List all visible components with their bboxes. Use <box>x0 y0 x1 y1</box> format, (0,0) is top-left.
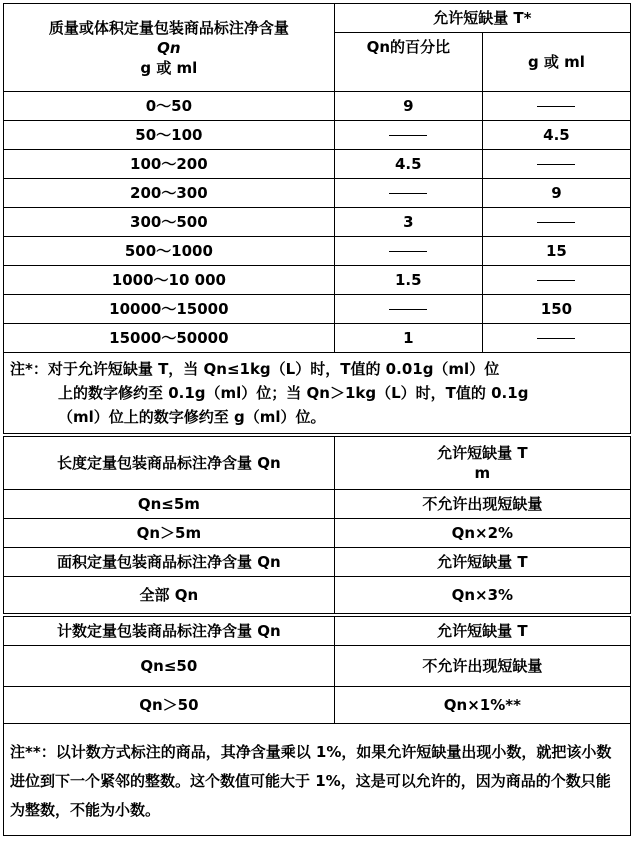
mass-percent-cell: 3 <box>334 208 482 237</box>
mass-percent-cell <box>334 121 482 150</box>
mass-percent-cell <box>334 179 482 208</box>
mass-range-cell: 15000～50000 <box>4 324 335 353</box>
dash-mark <box>389 309 427 310</box>
area-allow-cell: Qn×3% <box>334 577 630 614</box>
length-qty-cell: Qn＞5m <box>4 519 335 548</box>
mass-amount-cell: 4.5 <box>482 121 630 150</box>
count-row <box>4 687 631 724</box>
dash-mark <box>389 135 427 136</box>
count-header-qty: 计数定量包装商品标注净含量 Qn <box>4 617 335 646</box>
mass-range-cell: 200～300 <box>4 179 335 208</box>
dash-mark <box>537 164 575 165</box>
count-header-allow: 允许短缺量 T <box>334 617 630 646</box>
mass-percent-cell: 4.5 <box>334 150 482 179</box>
mass-amount-cell <box>482 266 630 295</box>
mass-row <box>4 324 631 353</box>
mass-range-cell: 0～50 <box>4 92 335 121</box>
mass-amount-cell <box>482 92 630 121</box>
mass-row <box>4 237 631 266</box>
mass-header-percent: Qn的百分比 <box>334 33 482 92</box>
mass-range-cell: 10000～15000 <box>4 295 335 324</box>
mass-range-cell: 500～1000 <box>4 237 335 266</box>
dash-mark <box>537 280 575 281</box>
dash-mark <box>389 193 427 194</box>
mass-percent-cell <box>334 237 482 266</box>
mass-header-title: 质量或体积定量包装商品标注净含量 <box>48 18 289 37</box>
mass-header-allow-cell: 允许短缺量 T* <box>334 4 630 33</box>
shortfall-table <box>3 3 631 836</box>
shortfall-document <box>3 3 631 836</box>
mass-percent-cell: 1.5 <box>334 266 482 295</box>
count-row <box>4 646 631 687</box>
footnote: 注**：以计数方式标注的商品，其净含量乘以 1%，如果允许短缺量出现小数，就把该小数进位到下一个紧邻的整数。这个数值可能大于 1%，这是可以允许的，因为商品的个数只能为整数，不能为小数。 <box>4 724 631 836</box>
area-qty-cell: 全部 Qn <box>4 577 335 614</box>
mass-note-line-3: （ml）位上的数字修约至 g（ml）位。 <box>58 408 326 426</box>
count-header-row <box>4 617 631 646</box>
mass-rows <box>4 92 631 353</box>
length-qty-cell: Qn≤5m <box>4 490 335 519</box>
mass-amount-cell: 15 <box>482 237 630 266</box>
count-qty-cell: Qn≤50 <box>4 646 335 687</box>
mass-header-row-1 <box>4 4 631 33</box>
mass-row <box>4 92 631 121</box>
mass-percent-cell <box>334 295 482 324</box>
mass-amount-cell: 150 <box>482 295 630 324</box>
mass-row <box>4 121 631 150</box>
count-allow-cell: Qn×1%** <box>334 687 630 724</box>
length-header-allow <box>334 437 630 490</box>
length-header-allow-unit: m <box>474 464 491 482</box>
mass-header-amount: g 或 ml <box>482 33 630 92</box>
mass-row <box>4 295 631 324</box>
dash-mark <box>537 106 575 107</box>
mass-header-qty-cell <box>4 4 335 92</box>
mass-row <box>4 208 631 237</box>
mass-amount-cell <box>482 324 630 353</box>
length-row <box>4 519 631 548</box>
area-header-allow: 允许短缺量 T <box>334 548 630 577</box>
length-header-allow-label: 允许短缺量 T <box>437 444 528 462</box>
mass-note <box>4 353 631 434</box>
count-allow-cell: 不允许出现短缺量 <box>334 646 630 687</box>
dash-mark <box>537 222 575 223</box>
length-rows <box>4 490 631 548</box>
footnote-row <box>4 724 631 836</box>
mass-range-cell: 50～100 <box>4 121 335 150</box>
mass-range-cell: 100～200 <box>4 150 335 179</box>
length-row <box>4 490 631 519</box>
length-allow-cell: 不允许出现短缺量 <box>334 490 630 519</box>
mass-row <box>4 179 631 208</box>
mass-row <box>4 266 631 295</box>
mass-percent-cell: 1 <box>334 324 482 353</box>
mass-range-cell: 1000～10 000 <box>4 266 335 295</box>
mass-note-line-2: 上的数字修约至 0.1g（ml）位；当 Qn＞1kg（L）时，T值的 0.1g <box>58 384 529 402</box>
area-header-row <box>4 548 631 577</box>
mass-amount-cell <box>482 208 630 237</box>
mass-row <box>4 150 631 179</box>
mass-header-unit: g 或 ml <box>140 58 198 77</box>
count-rows <box>4 646 631 724</box>
area-rows <box>4 577 631 614</box>
mass-note-row <box>4 353 631 434</box>
mass-range-cell: 300～500 <box>4 208 335 237</box>
dash-mark <box>389 251 427 252</box>
count-qty-cell: Qn＞50 <box>4 687 335 724</box>
area-row <box>4 577 631 614</box>
dash-mark <box>537 338 575 339</box>
length-header-row <box>4 437 631 490</box>
mass-header-qn: Qn <box>157 38 181 57</box>
length-header-qty: 长度定量包装商品标注净含量 Qn <box>4 437 335 490</box>
mass-percent-cell: 9 <box>334 92 482 121</box>
mass-amount-cell: 9 <box>482 179 630 208</box>
mass-note-line-1: 注*：对于允许短缺量 T，当 Qn≤1kg（L）时，T值的 0.01g（ml）位 <box>10 360 500 378</box>
length-allow-cell: Qn×2% <box>334 519 630 548</box>
area-header-qty: 面积定量包装商品标注净含量 Qn <box>4 548 335 577</box>
mass-amount-cell <box>482 150 630 179</box>
